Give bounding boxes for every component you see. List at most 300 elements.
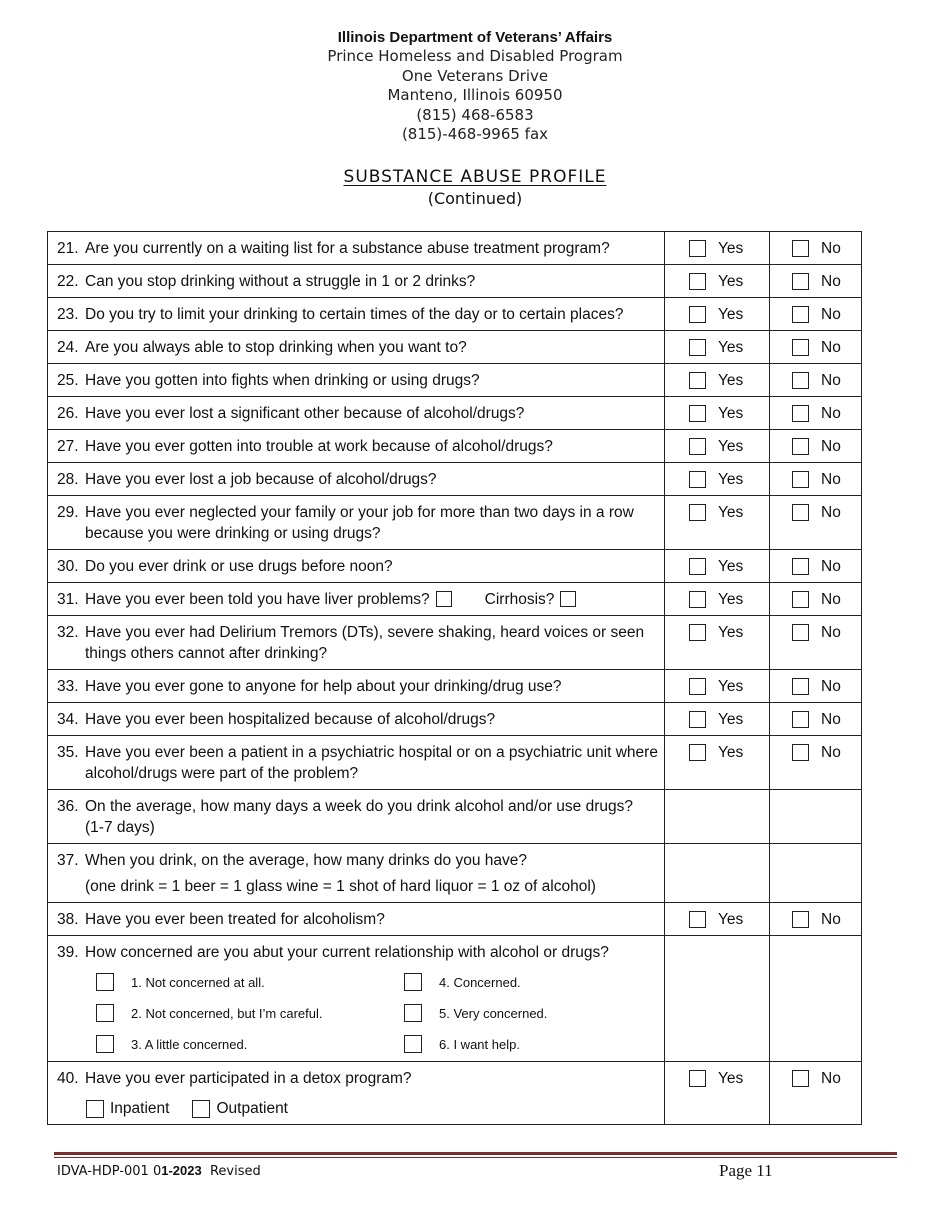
no-cell [770, 583, 862, 616]
concern-option-label: 4. Concerned. [439, 974, 521, 990]
question-text-block [85, 676, 658, 697]
no-cell [770, 736, 862, 790]
form-title: SUBSTANCE ABUSE PROFILE [343, 167, 607, 187]
question-text-block [85, 436, 658, 457]
no-cell [770, 298, 862, 331]
no-label: No [821, 743, 841, 761]
yes-checkbox[interactable] [689, 591, 706, 608]
yes-label: Yes [718, 590, 744, 608]
yes-option[interactable] [665, 403, 769, 424]
no-option[interactable] [770, 589, 861, 610]
form-title-block [0, 166, 950, 210]
questions-table [47, 231, 862, 1125]
yes-option[interactable] [665, 742, 769, 763]
outpatient-checkbox[interactable] [192, 1100, 210, 1118]
no-checkbox[interactable] [792, 624, 809, 641]
no-cell [770, 331, 862, 364]
no-cell [770, 844, 862, 903]
concern-option-checkbox[interactable] [96, 973, 114, 991]
question-text: Have you ever been told you have liver problems? [85, 591, 430, 608]
yes-checkbox[interactable] [689, 240, 706, 257]
question-text-block [85, 850, 658, 897]
question-line [57, 271, 658, 292]
question-cell [48, 1062, 665, 1125]
question-row [48, 364, 862, 397]
question-text-block [85, 742, 658, 784]
yes-cell [665, 790, 770, 844]
no-checkbox[interactable] [792, 372, 809, 389]
no-label: No [821, 470, 841, 488]
no-cell [770, 232, 862, 265]
yes-checkbox[interactable] [689, 911, 706, 928]
footer-rule [54, 1152, 897, 1155]
question-row [48, 232, 862, 265]
yes-cell [665, 703, 770, 736]
concern-option-label: 6. I want help. [439, 1036, 520, 1052]
no-option[interactable] [770, 676, 861, 697]
question-line [57, 850, 658, 897]
no-label: No [821, 437, 841, 455]
yes-label: Yes [718, 338, 744, 356]
liver-problems-checkbox[interactable] [436, 591, 452, 607]
no-label: No [821, 590, 841, 608]
question-line [57, 589, 658, 610]
question-text: Have you ever had Delirium Tremors (DTs), severe shaking, heard voices or seen things others cannot after drinking? [85, 624, 645, 662]
question-number: 24. [57, 339, 79, 356]
fax: (815)-468-9965 fax [401, 125, 549, 143]
form-id [57, 1163, 261, 1179]
yes-checkbox[interactable] [689, 471, 706, 488]
no-checkbox[interactable] [792, 471, 809, 488]
concern-option-label: 1. Not concerned at all. [131, 974, 265, 990]
yes-cell [665, 463, 770, 496]
yes-checkbox[interactable] [689, 339, 706, 356]
no-option[interactable] [770, 403, 861, 424]
yes-cell [665, 397, 770, 430]
question-line [57, 622, 658, 664]
question-cell [48, 397, 665, 430]
address-line-2: Manteno, Illinois 60950 [387, 86, 563, 104]
concern-option-checkbox[interactable] [404, 1035, 422, 1053]
yes-checkbox[interactable] [689, 504, 706, 521]
no-option[interactable] [770, 556, 861, 577]
no-option[interactable] [770, 622, 861, 643]
yes-option[interactable] [665, 502, 769, 523]
question-text-block [85, 556, 658, 577]
question-subtext: (1-7 days) [85, 819, 155, 836]
question-text-block [85, 909, 658, 930]
no-cell [770, 463, 862, 496]
question-cell [48, 583, 665, 616]
question-cell [48, 298, 665, 331]
question-row [48, 265, 862, 298]
question-number: 25. [57, 372, 79, 389]
yes-label: Yes [718, 437, 744, 455]
yes-cell [665, 364, 770, 397]
no-cell [770, 903, 862, 936]
question-row [48, 844, 862, 903]
question-number: 39. [57, 944, 79, 961]
question-number: 40. [57, 1070, 79, 1087]
form-id-prefix: IDVA-HDP-001 0 [57, 1164, 162, 1179]
question-text-block [85, 709, 658, 730]
yes-label: Yes [718, 404, 744, 422]
question-row [48, 583, 862, 616]
yes-label: Yes [718, 239, 744, 257]
question-text: Are you currently on a waiting list for a substance abuse treatment program? [85, 240, 610, 257]
yes-cell [665, 903, 770, 936]
question-cell [48, 790, 665, 844]
yes-option[interactable] [665, 589, 769, 610]
no-label: No [821, 503, 841, 521]
no-checkbox[interactable] [792, 1070, 809, 1087]
no-option[interactable] [770, 304, 861, 325]
question-cell [48, 463, 665, 496]
question-row [48, 496, 862, 550]
concern-option-checkbox[interactable] [404, 1004, 422, 1022]
question-row [48, 670, 862, 703]
yes-option[interactable] [665, 709, 769, 730]
question-cell [48, 550, 665, 583]
program-name: Prince Homeless and Disabled Program [327, 47, 623, 65]
question-number: 37. [57, 852, 79, 869]
no-option[interactable] [770, 709, 861, 730]
no-checkbox[interactable] [792, 744, 809, 761]
question-number: 32. [57, 624, 79, 641]
question-text: Have you ever been a patient in a psychiatric hospital or on a psychiatric unit where alcohol/drugs were part of the problem? [85, 744, 658, 782]
question-line [57, 304, 658, 325]
no-label: No [821, 910, 841, 928]
no-option[interactable] [770, 1068, 861, 1089]
question-cell [48, 265, 665, 298]
yes-checkbox[interactable] [689, 678, 706, 695]
yes-cell [665, 936, 770, 1062]
no-option[interactable] [770, 370, 861, 391]
question-text-block [85, 238, 658, 259]
yes-cell [665, 736, 770, 790]
question-number: 34. [57, 711, 79, 728]
no-label: No [821, 239, 841, 257]
question-number: 28. [57, 471, 79, 488]
question-subtext: (one drink = 1 beer = 1 glass wine = 1 shot of hard liquor = 1 oz of alcohol) [85, 878, 596, 895]
document-header [0, 28, 950, 145]
yes-option[interactable] [665, 469, 769, 490]
yes-option[interactable] [665, 556, 769, 577]
question-cell [48, 430, 665, 463]
question-cell [48, 844, 665, 903]
yes-cell [665, 430, 770, 463]
form-id-date: 1-2023 [161, 1163, 202, 1178]
yes-label: Yes [718, 557, 744, 575]
no-option[interactable] [770, 502, 861, 523]
no-checkbox[interactable] [792, 711, 809, 728]
footer-rule-thin [54, 1157, 897, 1158]
no-option[interactable] [770, 469, 861, 490]
page-number: Page 11 [719, 1161, 773, 1180]
concern-option [404, 1003, 644, 1023]
question-text-block [85, 271, 658, 292]
question-cell [48, 670, 665, 703]
yes-cell [665, 265, 770, 298]
yes-cell [665, 844, 770, 903]
no-checkbox[interactable] [792, 405, 809, 422]
concern-option [96, 1003, 404, 1023]
yes-label: Yes [718, 371, 744, 389]
no-label: No [821, 557, 841, 575]
inpatient-label: Inpatient [110, 1100, 170, 1117]
yes-checkbox[interactable] [689, 306, 706, 323]
question-line [57, 942, 658, 963]
question-text: Have you gotten into fights when drinking or using drugs? [85, 372, 480, 389]
yes-cell [665, 496, 770, 550]
question-row [48, 397, 862, 430]
yes-option[interactable] [665, 1068, 769, 1089]
no-checkbox[interactable] [792, 306, 809, 323]
form-id-revised: Revised [209, 1164, 261, 1179]
question-text: Are you always able to stop drinking when you want to? [85, 339, 467, 356]
question-line [57, 796, 658, 838]
question-number: 36. [57, 798, 79, 815]
concern-option [404, 972, 644, 992]
org-name: Illinois Department of Veterans’ Affairs [337, 29, 613, 46]
question-line [57, 676, 658, 697]
form-subtitle: (Continued) [427, 189, 523, 208]
concern-options [96, 972, 658, 1054]
question-text-block [85, 403, 658, 424]
question-text: Do you try to limit your drinking to certain times of the day or to certain places? [85, 306, 624, 323]
question-line [57, 238, 658, 259]
yes-option[interactable] [665, 271, 769, 292]
yes-option[interactable] [665, 337, 769, 358]
question-number: 21. [57, 240, 79, 257]
no-label: No [821, 371, 841, 389]
yes-cell [665, 1062, 770, 1125]
question-text: Have you ever lost a job because of alcohol/drugs? [85, 471, 437, 488]
question-cell [48, 331, 665, 364]
concern-option [404, 1034, 644, 1054]
question-text: On the average, how many days a week do you drink alcohol and/or use drugs? [85, 798, 633, 815]
question-cell [48, 703, 665, 736]
question-text-block [85, 304, 658, 325]
detox-options [86, 1098, 658, 1119]
yes-option[interactable] [665, 304, 769, 325]
no-checkbox[interactable] [792, 438, 809, 455]
concern-option [96, 1034, 404, 1054]
question-text: Have you ever lost a significant other because of alcohol/drugs? [85, 405, 525, 422]
concern-option-label: 5. Very concerned. [439, 1005, 548, 1021]
yes-cell [665, 616, 770, 670]
question-number: 22. [57, 273, 79, 290]
question-text-block [85, 337, 658, 358]
yes-option[interactable] [665, 909, 769, 930]
address-line-1: One Veterans Drive [401, 66, 549, 85]
question-number: 29. [57, 504, 79, 521]
question-row [48, 936, 862, 1062]
yes-checkbox[interactable] [689, 711, 706, 728]
question-row [48, 736, 862, 790]
no-option[interactable] [770, 436, 861, 457]
question-text: Have you ever been treated for alcoholism? [85, 911, 385, 928]
yes-cell [665, 583, 770, 616]
yes-checkbox[interactable] [689, 558, 706, 575]
no-cell [770, 1062, 862, 1125]
no-checkbox[interactable] [792, 273, 809, 290]
yes-checkbox[interactable] [689, 273, 706, 290]
yes-checkbox[interactable] [689, 1070, 706, 1087]
outpatient-label: Outpatient [216, 1100, 288, 1117]
question-text: Have you ever gotten into trouble at work because of alcohol/drugs? [85, 438, 553, 455]
question-row [48, 903, 862, 936]
no-checkbox[interactable] [792, 558, 809, 575]
yes-option[interactable] [665, 676, 769, 697]
yes-checkbox[interactable] [689, 744, 706, 761]
question-number: 30. [57, 558, 79, 575]
no-option[interactable] [770, 271, 861, 292]
no-cell [770, 936, 862, 1062]
phone: (815) 468-6583 [416, 105, 534, 124]
question-cell [48, 496, 665, 550]
no-checkbox[interactable] [792, 339, 809, 356]
question-row [48, 463, 862, 496]
no-option[interactable] [770, 742, 861, 763]
question-line [57, 370, 658, 391]
no-cell [770, 670, 862, 703]
question-text: Have you ever gone to anyone for help about your drinking/drug use? [85, 678, 562, 695]
yes-label: Yes [718, 743, 744, 761]
no-checkbox[interactable] [792, 678, 809, 695]
question-text-block [85, 622, 658, 664]
question-number: 38. [57, 911, 79, 928]
no-checkbox[interactable] [792, 591, 809, 608]
question-number: 23. [57, 306, 79, 323]
no-cell [770, 790, 862, 844]
yes-option[interactable] [665, 370, 769, 391]
question-row [48, 331, 862, 364]
cirrhosis-checkbox[interactable] [560, 591, 576, 607]
yes-cell [665, 670, 770, 703]
question-row [48, 1062, 862, 1125]
no-checkbox[interactable] [792, 504, 809, 521]
yes-cell [665, 331, 770, 364]
yes-checkbox[interactable] [689, 624, 706, 641]
question-row [48, 430, 862, 463]
question-cell [48, 936, 665, 1062]
question-number: 31. [57, 591, 79, 608]
question-cell [48, 232, 665, 265]
question-cell [48, 364, 665, 397]
question-cell [48, 903, 665, 936]
yes-option[interactable] [665, 622, 769, 643]
yes-label: Yes [718, 710, 744, 728]
question-text: Do you ever drink or use drugs before noon? [85, 558, 393, 575]
no-checkbox[interactable] [792, 240, 809, 257]
question-number: 35. [57, 744, 79, 761]
concern-option [96, 972, 404, 992]
question-text: Have you ever neglected your family or your job for more than two days in a row because you were drinking or using drugs? [85, 504, 634, 542]
question-text-block [85, 589, 658, 610]
question-line [57, 709, 658, 730]
yes-label: Yes [718, 503, 744, 521]
inpatient-checkbox[interactable] [86, 1100, 104, 1118]
concern-option-label: 3. A little concerned. [131, 1036, 248, 1052]
question-text-block [85, 469, 658, 490]
yes-label: Yes [718, 623, 744, 641]
no-cell [770, 496, 862, 550]
yes-label: Yes [718, 1069, 744, 1087]
concern-option-label: 2. Not concerned, but I’m careful. [131, 1005, 323, 1021]
question-line [57, 556, 658, 577]
question-row [48, 550, 862, 583]
yes-checkbox[interactable] [689, 372, 706, 389]
question-row [48, 616, 862, 670]
question-line [57, 1068, 658, 1089]
yes-option[interactable] [665, 436, 769, 457]
yes-label: Yes [718, 910, 744, 928]
question-text: Have you ever participated in a detox program? [85, 1070, 412, 1087]
question-line [57, 469, 658, 490]
concern-option-checkbox[interactable] [96, 1004, 114, 1022]
no-checkbox[interactable] [792, 911, 809, 928]
yes-checkbox[interactable] [689, 405, 706, 422]
yes-cell [665, 232, 770, 265]
question-line [57, 502, 658, 544]
concern-option-checkbox[interactable] [404, 973, 422, 991]
question-text: Can you stop drinking without a struggle in 1 or 2 drinks? [85, 273, 476, 290]
question-row [48, 790, 862, 844]
no-option[interactable] [770, 909, 861, 930]
no-cell [770, 550, 862, 583]
yes-cell [665, 298, 770, 331]
no-label: No [821, 677, 841, 695]
question-line [57, 909, 658, 930]
question-line [57, 742, 658, 784]
no-cell [770, 265, 862, 298]
question-cell [48, 616, 665, 670]
yes-cell [665, 550, 770, 583]
no-label: No [821, 623, 841, 641]
question-text-block [85, 1068, 658, 1089]
yes-option[interactable] [665, 238, 769, 259]
no-label: No [821, 305, 841, 323]
question-text: Have you ever been hospitalized because of alcohol/drugs? [85, 711, 496, 728]
question-text: When you drink, on the average, how many drinks do you have? [85, 852, 528, 869]
question-number: 27. [57, 438, 79, 455]
cirrhosis-label: Cirrhosis? [484, 591, 555, 608]
question-row [48, 703, 862, 736]
question-row [48, 298, 862, 331]
question-text: How concerned are you abut your current relationship with alcohol or drugs? [85, 944, 609, 961]
question-text-block [85, 370, 658, 391]
question-number: 33. [57, 678, 79, 695]
no-option[interactable] [770, 337, 861, 358]
question-text-block [85, 502, 658, 544]
yes-checkbox[interactable] [689, 438, 706, 455]
no-label: No [821, 338, 841, 356]
no-cell [770, 397, 862, 430]
no-label: No [821, 710, 841, 728]
question-cell [48, 736, 665, 790]
question-text-block [85, 796, 658, 838]
no-cell [770, 364, 862, 397]
question-line [57, 337, 658, 358]
question-line [57, 436, 658, 457]
concern-option-checkbox[interactable] [96, 1035, 114, 1053]
no-cell [770, 703, 862, 736]
no-cell [770, 616, 862, 670]
no-label: No [821, 1069, 841, 1087]
no-option[interactable] [770, 238, 861, 259]
question-number: 26. [57, 405, 79, 422]
